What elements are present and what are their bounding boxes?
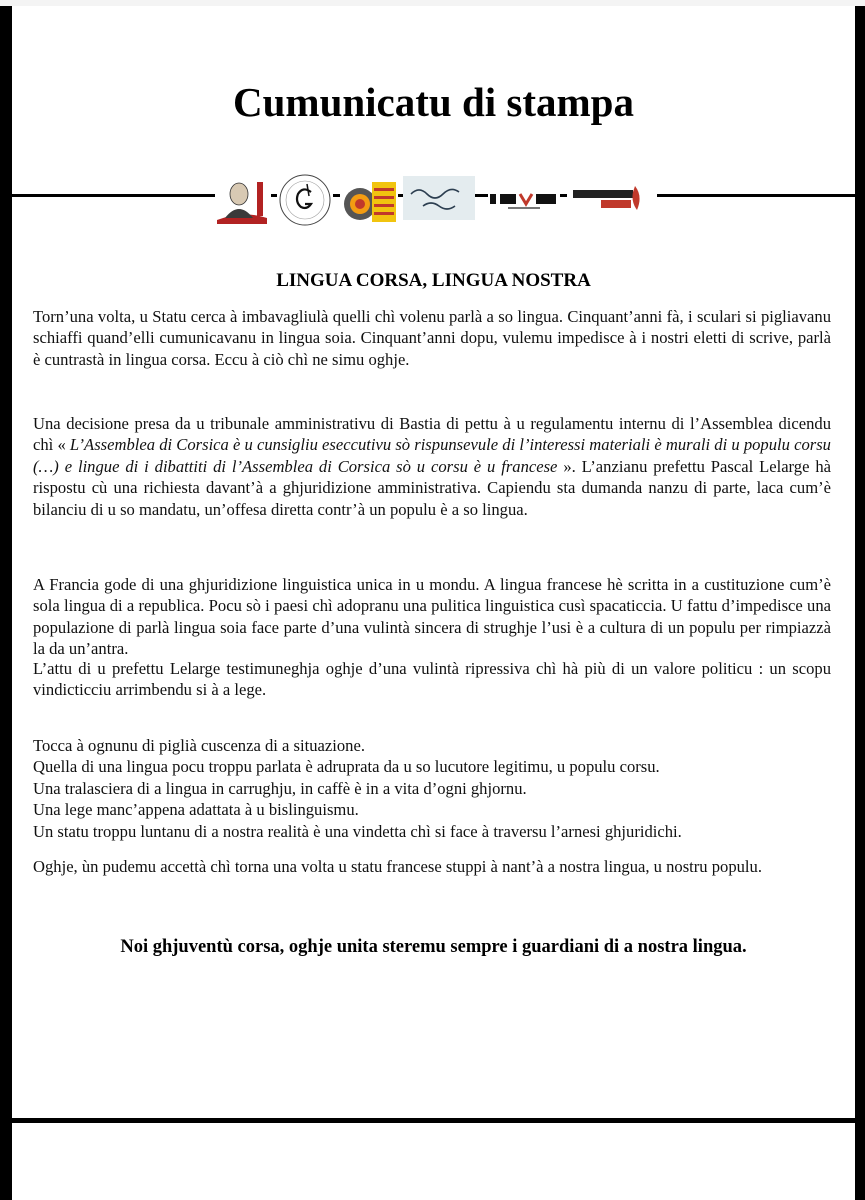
paragraph-4: L’attu di u prefettu Lelarge testimuneghja oghje d’una vulintà ripressiva chì hà più di un valore politicu : un scopu vindicticciu arrimbendu si à a lege. [33,659,831,700]
paragraph-1: Torn’una volta, u Statu cerca à imbavagliulà quelli chì volenu parlà a so lingua. Cinquant’anni fà, i sculari si pigliavanu schiaffi quand’elli cumunicavanu in lingua soia. Cinquant’anni dopu, vulemu impedisce à i nostri eletti di scrive, parlà è cuntrastà in lingua corsa. Eccu à ciò chì ne simu oghje. [33,307,831,369]
cunsulta-ghjuventu-corsa-logo [340,178,398,226]
ghjuventu-libera-logo [567,158,657,250]
paragraph-5-line: Un statu troppu luntanu di a nostra realità è una vindetta chì si face à traversu l’arnesi ghjuridichi. [33,821,682,841]
closing-statement: Noi ghjuventù corsa, oghje unita steremu sempre i guardiani di a nostra lingua. [120,937,747,957]
logo-strip [205,158,665,250]
page-title: Cumunicatu di stampa [233,79,634,125]
paragraph-2-quote: L’Assemblea di Corsica è u cunsigliu eseccutivu sò rispunsevule di l’interessi materiali è murali di u populu corsu (…) e lingue di i dibattiti di l’Assemblea di Corsica sò u corsu è u francese [33,435,831,476]
paragraph-2-rest: ». L’anzianu prefettu Pascal Lelarge hà rispostu cù una richiesta davant’à a ghjuridizione amministrativa. Capiendu sta dumanda nanzu di parte, laca cum’è bilanciu di u so mandatu, un’offesa diretta contr’à un populu è a so lingua. [33,456,832,519]
paragraph-5 [33,735,831,842]
seal-image [277,172,333,228]
a-muvra-logo [488,186,560,214]
paragraph-5-line: Quella di una lingua pocu troppu parlata è adruprata da u so lucutore legitimu, u populu corsu. [33,757,660,777]
in-core-image [403,176,475,220]
a-muvra-image [488,186,560,214]
paragraph-2 [33,413,831,520]
paragraph-5-line: Una lege manc’appena adattata à u bislinguismu. [33,800,359,820]
paragraph-6: Oghje, ùn pudemu accettà chì torna una volta u statu francese stuppi à nant’à a nostra lingua, u nostru populu. [33,857,762,876]
paragraph-5-line: Una tralasciera di a lingua in carrughju, in caffè è in a vita d’ogni ghjornu. [33,778,527,798]
paragraph-2-intro: Una decisione presa da u tribunale amministrativu di Bastia di pettu à u regulamentu internu di l’Assemblea dicendu chì « [33,414,831,455]
libera-image [567,158,657,250]
cunsulta-image [340,178,398,226]
pasquale-paoli-logo [215,178,271,224]
bottom-divider [12,1118,855,1123]
right-border [855,0,865,1200]
ghjuventu-independentista-logo [277,172,333,228]
paragraph-3: A Francia gode di una ghjuridizione linguistica unica in u mondu. A lingua francese hè scritta in a custituzione cum’è sola lingua di a republica. Pocu sò i paesi chì adopranu una pulitica linguistica cusì spacaticcia. U fattu d’impedisce una populazione di parlà lingua soia face parte d’una vulintà sincera di strughje l’usi è a cultura di un populu per rimpiazzà la da un’antra. [33,575,831,659]
paragraph-5-line: Tocca à ognunu di piglià cuscenza di a situazione. [33,736,365,755]
top-edge [0,0,865,6]
left-border [0,0,12,1200]
ghjuventu-in-core-logo [403,176,475,220]
pasquale-paoli-logo-image [215,178,271,224]
document-subtitle: LINGUA CORSA, LINGUA NOSTRA [276,270,591,291]
